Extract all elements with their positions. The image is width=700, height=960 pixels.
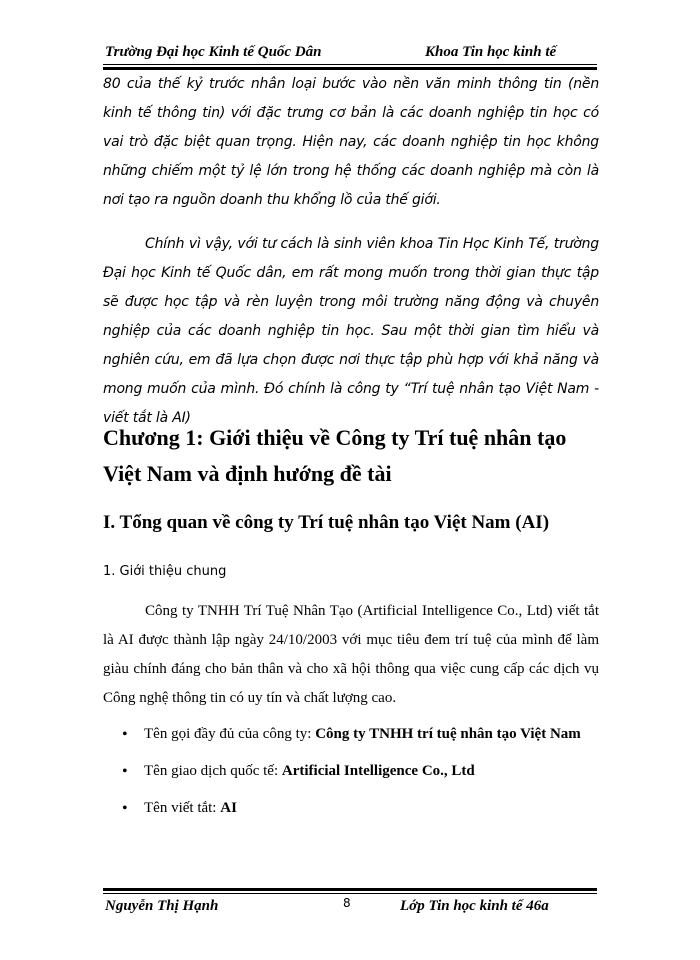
list-item (120, 757, 600, 786)
footer-class: Lớp Tin học kinh tế 46a (400, 898, 549, 914)
bullet-label: Tên gọi đầy đủ của công ty: (144, 726, 316, 742)
header-faculty: Khoa Tin học kinh tế (425, 44, 557, 60)
bullet-label: Tên giao dịch quốc tế: (144, 763, 282, 779)
footer-rule-thin (103, 893, 597, 894)
footer-author: Nguyễn Thị Hạnh (105, 898, 219, 914)
bullet-label: Tên viết tắt: (144, 800, 221, 816)
subsection-title: 1. Giới thiệu chung (103, 564, 227, 579)
list-item (120, 720, 600, 749)
bullet-value: Công ty TNHH trí tuệ nhân tạo Việt Nam (315, 726, 581, 742)
intro-paragraph-2: Chính vì vậy, với tư cách là sinh viên khoa Tin Học Kinh Tế, trường Đại học Kinh tế Quốc dân, em rất mong muốn trong thời gian thực tập sẽ được học tập và rèn luyện trong môi trường năng động và chuyên nghiệp của các doanh nghiệp tin học. Sau một thời gian tìm hiểu và nghiên cứu, em đã lựa chọn được nơi thực tập phù hợp với khả năng và mong muốn của mình. Đó chính là công ty “Trí tuệ nhân tạo Việt Nam - viết tắt là AI) (103, 236, 599, 426)
header-university: Trường Đại học Kinh tế Quốc Dân (105, 44, 322, 60)
intro-paragraph-1: 80 của thế kỷ trước nhân loại bước vào nền văn minh thông tin (nền kinh tế thông tin) với đặc trưng cơ bản là các doanh nghiệp tin học có vai trò đặc biệt quan trọng. Hiện nay, các doanh nghiệp tin học không những chiếm một tỷ lệ lớn trong hệ thống các doanh nghiệp mà còn là nơi tạo ra nguồn doanh thu khổng lồ của thế giới. (103, 76, 599, 208)
page-number: 8 (343, 896, 351, 910)
chapter-title: Chương 1: Giới thiệu về Công ty Trí tuệ nhân tạo Việt Nam và định hướng đề tài (103, 425, 567, 486)
page-footer (103, 888, 597, 928)
bullet-value: AI (220, 800, 237, 816)
page-header (103, 40, 597, 70)
section-title: I. Tổng quan về công ty Trí tuệ nhân tạo Việt Nam (AI) (103, 512, 550, 533)
bullet-value: Artificial Intelligence Co., Ltd (281, 763, 475, 779)
header-rule-thin (103, 64, 597, 65)
body-paragraph: Công ty TNHH Trí Tuệ Nhân Tạo (Artificial Intelligence Co., Ltd) viết tắt là AI được thành lập ngày 24/10/2003 với mục tiêu đem trí tuệ của mình để làm giàu chính đáng cho bản thân và cho xã hội thông qua việc cung cấp các dịch vụ Công nghệ thông tin có uy tín và chất lượng cao. (103, 603, 599, 706)
company-info-list (120, 720, 600, 831)
footer-rule-thick (103, 888, 597, 891)
list-item (120, 794, 600, 823)
